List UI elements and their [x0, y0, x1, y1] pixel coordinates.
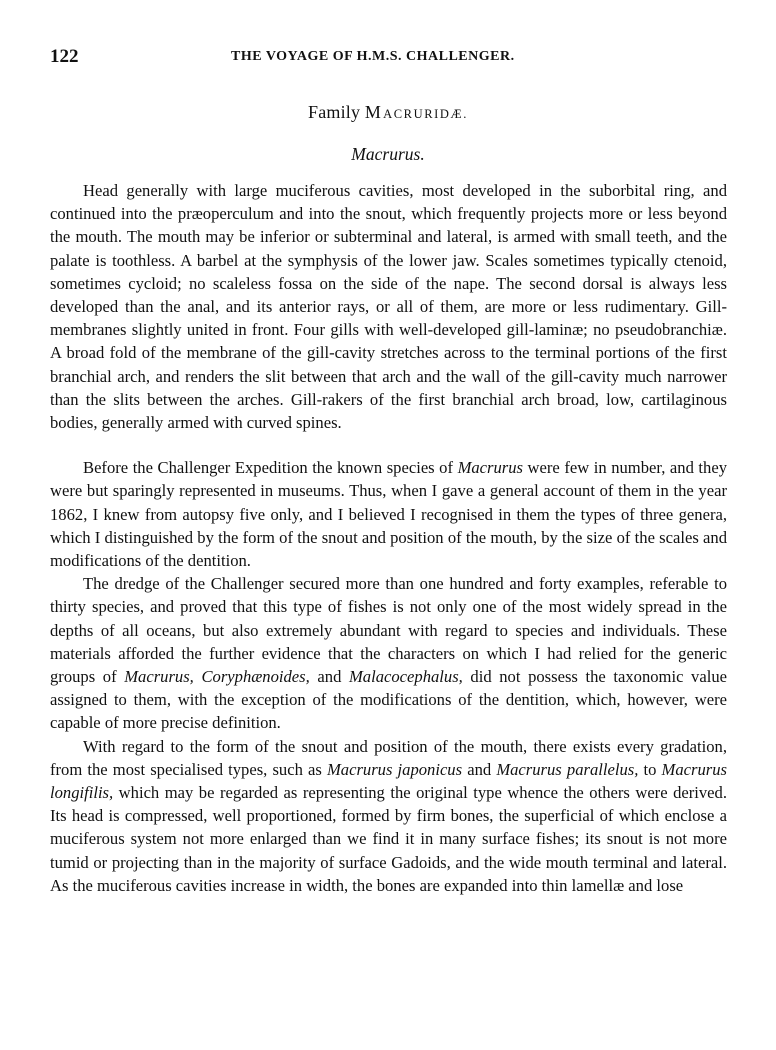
text-run: Before the Challenger Expedition the known species of — [83, 458, 458, 478]
italic-run: Macrurus, Coryphænoides, — [124, 667, 310, 687]
italic-run: Macrurus longifilis, — [50, 759, 727, 803]
text-run: were few in number, and they were but sparingly represented in museums. Thus, when I gave a general account of them in the year 1862, I knew from autopsy five only, and I believed I recognised in them the types of three genera, which I distinguished by the form of the snout and position of the mouth, by the size of the scales and modifications of the dentition. — [50, 458, 727, 571]
body-text — [50, 179, 727, 897]
text-run: Head generally with large muciferous cavities, most developed in the suborbital ring, and continued into the præoperculum and into the snout, which frequently projects more or less beyond the mouth. The mouth may be inferior or subterminal and lateral, is armed with small teeth, and the palate is toothless. A barbel at the symphysis of the lower jaw. Scales sometimes typically ctenoid, sometimes cycloid; no scaleless fossa on the side of the nape. The second dorsal is always less developed than the anal, and its anterior rays, or all of them, are more or less rudimentary. Gill-membranes slightly united in front. Four gills with well-developed gill-laminæ; no pseudobranchiæ. A broad fold of the membrane of the gill-cavity stretches across to the terminal portions of the first branchial arch, and renders the slit between that arch and the wall of the gill-cavity much narrower than the slits between the arches. Gill-rakers of the first branchial arch broad, low, cartilaginous bodies, generally armed with curved spines. — [50, 181, 727, 433]
text-run: to — [638, 759, 662, 779]
genus-heading: Macrurus. — [351, 144, 425, 164]
running-title: THE VOYAGE OF H.M.S. CHALLENGER. — [231, 49, 515, 64]
italic-run: Macrurus — [457, 458, 524, 478]
text-run: did not possess the taxonomic value assigned to them, with the exception of the modifications of the dentition, which, however, were capable of more precise definition. — [50, 667, 727, 733]
paragraph-1 — [50, 179, 727, 434]
text-run: The dredge of the Challenger secured more than one hundred and forty examples, referable to thirty species, and proved that this type of fishes is not only one of the most widely spread in the depths of all oceans, but also extremely abundant with regard to species and individuals. These materials afforded the further evidence that the characters on which I had relied for the generic groups of — [50, 574, 727, 687]
paragraph-3 — [50, 572, 727, 734]
italic-run: Macrurus japonicus — [326, 759, 463, 779]
text-run: and — [309, 667, 349, 687]
running-header — [0, 46, 776, 70]
text-run: which may be regarded as representing the original type whence the others were derived. Its head is compressed, well proportioned, formed by firm bones, the superficial of which enclose a muciferous system not more enlarged than we find it in many surface fishes; its snout is not more tumid or projecting than in the majority of surface Gadoids, and the wide mouth terminal and lateral. As the muciferous cavities increase in width, the bones are expanded into thin lamellæ and lose — [50, 783, 727, 895]
family-heading-prefix: Family M — [307, 102, 382, 122]
paragraph-4 — [50, 735, 727, 897]
family-heading-caps: ACRURIDÆ. — [383, 107, 468, 121]
paragraph-2 — [50, 456, 727, 572]
text-run: and — [462, 759, 497, 779]
text-run: With regard to the form of the snout and position of the mouth, there exists every gradation, from the most specialised types, such as — [50, 736, 727, 779]
italic-run: Malacocephalus, — [348, 667, 463, 687]
family-heading — [0, 102, 776, 123]
page-number: 122 — [50, 46, 79, 67]
italic-run: Macrurus parallelus, — [496, 759, 639, 779]
